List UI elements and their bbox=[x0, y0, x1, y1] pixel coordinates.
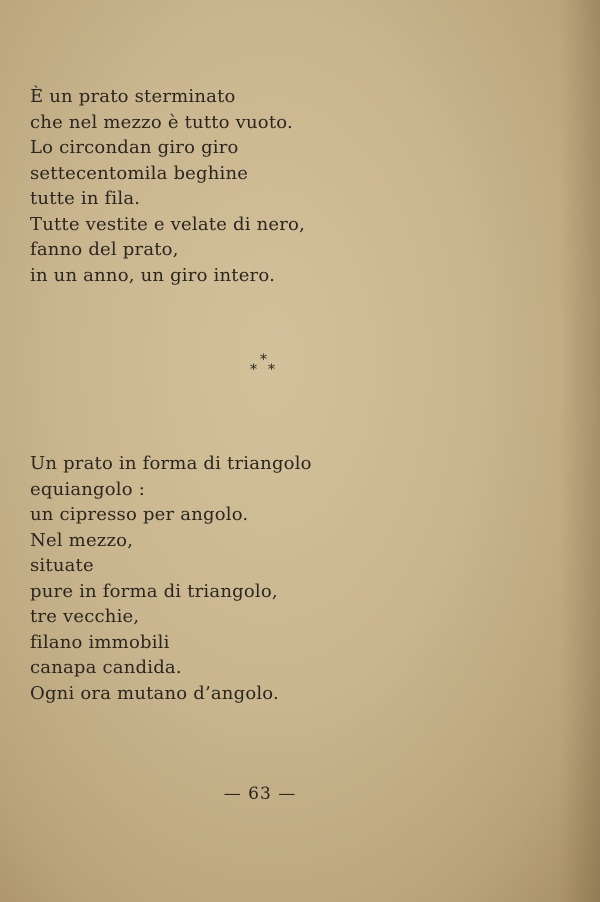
poem-line: un cipresso per angolo. bbox=[30, 504, 249, 525]
stanza-first bbox=[30, 84, 305, 288]
asterisk-right: * bbox=[268, 362, 275, 378]
poem-line: Tutte vestite e velate di nero, bbox=[30, 213, 305, 235]
page-number: — 63 — bbox=[223, 784, 297, 804]
poem-line: Nel mezzo, bbox=[30, 529, 134, 551]
poem-line: Un prato in forma di triangolo bbox=[30, 453, 312, 474]
poem-line: pure in forma di triangolo, bbox=[30, 580, 278, 602]
poem-line: tutte in fila. bbox=[30, 188, 141, 209]
poem-line: situate bbox=[30, 555, 94, 576]
poem-line: Ogni ora mutano d’angolo. bbox=[30, 682, 279, 704]
poem-line: È un prato sterminato bbox=[30, 86, 236, 107]
poem-line: filano immobili bbox=[30, 631, 170, 653]
poem-line: Lo circondan giro giro bbox=[30, 137, 239, 158]
stanza-second bbox=[30, 451, 312, 706]
poem-line: settecentomila beghine bbox=[30, 162, 249, 184]
poem-line: in un anno, un giro intero. bbox=[30, 264, 276, 286]
asterisk-top: * bbox=[260, 352, 267, 368]
poem-line: equiangolo : bbox=[30, 478, 145, 500]
asterisk-left: * bbox=[250, 362, 257, 378]
poem-line: tre vecchie, bbox=[30, 606, 140, 627]
poem-line: fanno del prato, bbox=[30, 239, 179, 260]
poem-line: che nel mezzo è tutto vuoto. bbox=[30, 111, 293, 133]
poem-line: canapa candida. bbox=[30, 657, 182, 678]
asterism-separator bbox=[246, 352, 286, 382]
